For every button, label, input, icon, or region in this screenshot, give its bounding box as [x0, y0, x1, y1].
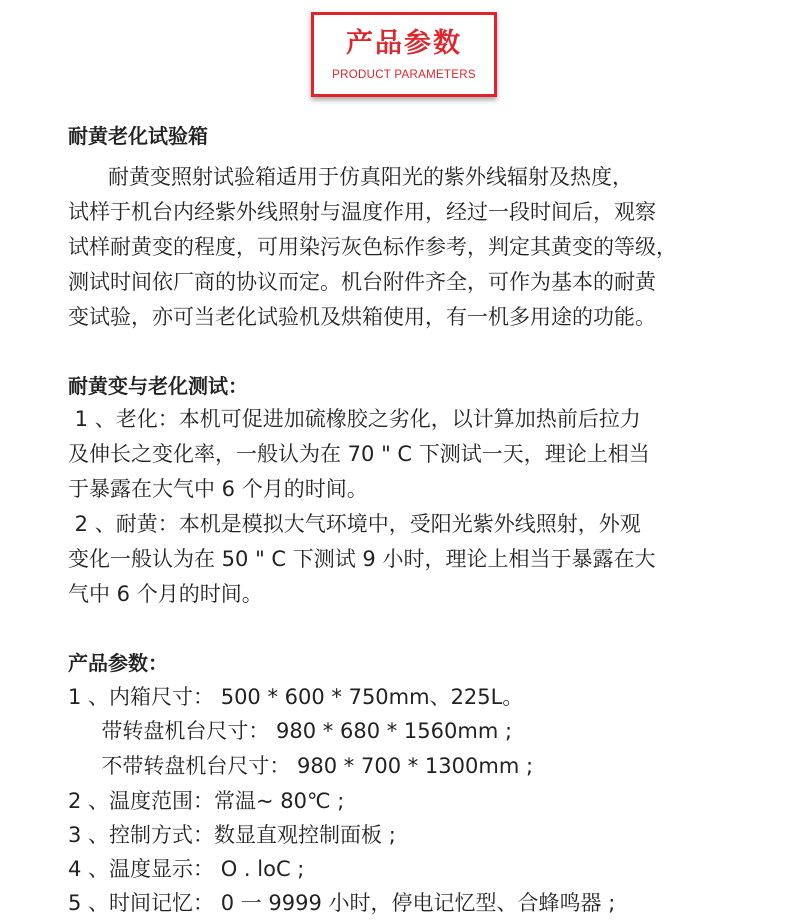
section2-heading: 耐黄变与老化测试：: [68, 374, 248, 398]
spec-line: 2 、温度范围：常温~ 80℃ ;: [68, 789, 345, 813]
spec-line: 4 、温度显示： O . loC ;: [68, 857, 305, 881]
header-badge: [311, 12, 497, 97]
spec-line: 不带转盘机台尺寸： 980 * 700 * 1300mm ;: [68, 754, 534, 778]
section1-line: 耐黄变照射试验箱适用于仿真阳光的紫外线辐射及热度，: [68, 165, 634, 189]
section1-line: 试样耐黄变的程度，可用染污灰色标作参考，判定其黄变的等级，: [68, 235, 677, 259]
section2-line: 2 、耐黄：本机是模拟大气环境中，受阳光紫外线照射，外观: [68, 512, 641, 536]
section1-heading: 耐黄老化试验箱: [68, 124, 208, 148]
section2-line: 气中 6 个月的时间。: [68, 582, 263, 606]
section1-line: 试样于机台内经紫外线照射与温度作用，经过一段时间后，观察: [68, 200, 656, 224]
spec-line: 1 、内箱尺寸： 500 * 600 * 750mm、225L。: [68, 685, 524, 709]
section1-line: 变试验，亦可当老化试验机及烘箱使用，有一机多用途的功能。: [68, 305, 656, 329]
spec-line: 带转盘机台尺寸： 980 * 680 * 1560mm ;: [68, 719, 513, 743]
header-title-cn: 产品参数: [346, 28, 462, 59]
section3-heading: 产品参数：: [68, 651, 168, 675]
section2-line: 于暴露在大气中 6 个月的时间。: [68, 477, 368, 501]
section2-line: 及伸长之变化率，一般认为在 70 " C 下测试一天，理论上相当: [68, 442, 650, 466]
section2-line: 1 、老化：本机可促进加硫橡胶之劣化，以计算加热前后拉力: [68, 407, 641, 431]
spec-line: 5 、时间记忆： 0 一 9999 小时，停电记忆型、合蜂鸣器 ;: [68, 891, 616, 915]
section1-line: 测试时间依厂商的协议而定。机台附件齐全，可作为基本的耐黄: [68, 270, 656, 294]
header-title-en: PRODUCT PARAMETERS: [332, 69, 476, 81]
section2-line: 变化一般认为在 50 " C 下测试 9 小时，理论上相当于暴露在大: [68, 547, 656, 571]
spec-line: 3 、控制方式：数显直观控制面板 ;: [68, 823, 396, 847]
